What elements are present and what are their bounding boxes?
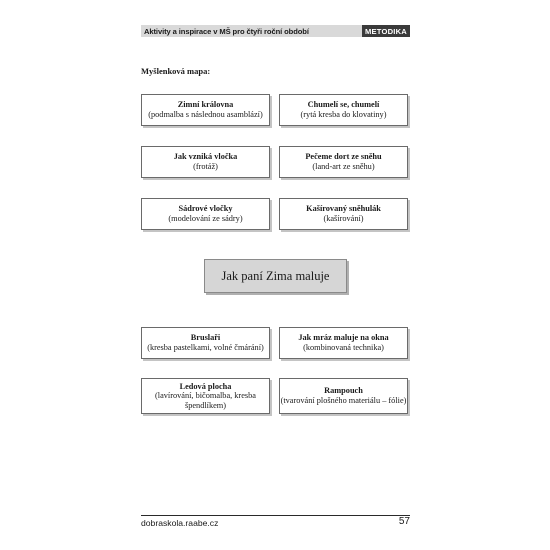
header-tag: METODIKA: [362, 25, 410, 37]
box-title: Pečeme dort ze sněhu: [305, 152, 382, 162]
mindmap-box: [279, 327, 408, 359]
box-subtitle: (podmalba s následnou asamblází): [148, 110, 263, 119]
header-title: Aktivity a inspirace v MŠ pro čtyři roční období: [144, 26, 309, 36]
box-subtitle: (land-art ze sněhu): [312, 162, 375, 171]
box-title: Sádrové vločky: [178, 204, 233, 214]
footer-url: dobraskola.raabe.cz: [141, 518, 219, 528]
page-header: [141, 25, 410, 37]
box-title: Ledová plocha: [179, 381, 232, 391]
mindmap-box: [141, 327, 270, 359]
box-subtitle: (rytá kresba do klovatiny): [300, 110, 387, 119]
box-title: Kašírovaný sněhulák: [306, 204, 381, 214]
mindmap-box: [141, 94, 270, 126]
mindmap-box: [279, 198, 408, 230]
box-title: Zimní královna: [177, 100, 234, 110]
box-subtitle: (lavírování, bičomalba, kresba špendlíkem): [155, 391, 256, 410]
box-subtitle: (kombinovaná technika): [303, 343, 384, 352]
mindmap-box: [279, 146, 408, 178]
box-title: Rampouch: [324, 386, 363, 396]
box-subtitle: (tvarování plošného materiálu – fólie): [280, 396, 407, 405]
box-title: Bruslaři: [190, 333, 221, 343]
box-subtitle: (modelování ze sádry): [168, 214, 243, 223]
section-label: Myšlenková mapa:: [141, 66, 211, 76]
box-subtitle: (frotáž): [193, 162, 218, 171]
mindmap-box: [141, 378, 270, 414]
box-title: Chumelí se, chumelí: [307, 100, 380, 110]
box-subtitle: (kresba pastelkami, volné čmárání): [147, 343, 264, 352]
box-title: Jak mráz maluje na okna: [298, 333, 389, 343]
page-number: 57: [398, 516, 410, 527]
box-subtitle: (kašírování): [323, 214, 364, 223]
mindmap-box: [141, 198, 270, 230]
mindmap-box: [279, 94, 408, 126]
mindmap-box: [279, 378, 408, 414]
mindmap-box: [141, 146, 270, 178]
central-topic: Jak paní Zima maluje: [204, 259, 347, 293]
footer-divider: [141, 515, 410, 516]
box-title: Jak vzniká vločka: [173, 152, 238, 162]
